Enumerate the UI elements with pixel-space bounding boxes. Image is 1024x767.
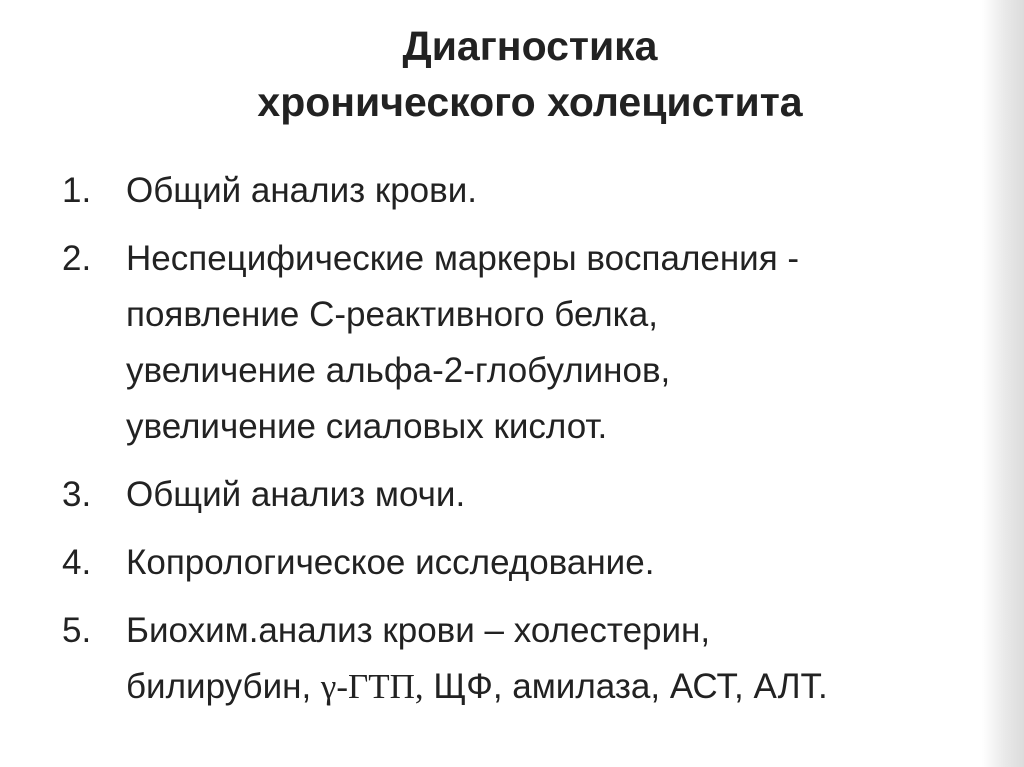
list-item-line: Неспецифические маркеры воспаления - — [126, 239, 800, 278]
gamma-gtp-term: γ-ГТП, — [320, 667, 424, 706]
list-item-line: Общий анализ крови. — [126, 171, 478, 210]
list-item-text — [126, 603, 1002, 715]
list-item-number: 1. — [62, 171, 92, 210]
list-item-number: 4. — [62, 543, 92, 582]
list-item-line — [126, 659, 1002, 715]
list-item-text — [126, 163, 1002, 219]
list-item-line: появление С-реактивного белка, — [126, 295, 658, 334]
list-item-number: 3. — [62, 475, 92, 514]
list-item — [62, 603, 1002, 715]
list-item — [62, 467, 1002, 523]
list-item-text — [126, 467, 1002, 523]
title-line-2: хронического холецистита — [257, 79, 803, 125]
list-item-line: увеличение сиаловых кислот. — [126, 407, 608, 446]
list-item — [62, 163, 1002, 219]
title-line-1: Диагностика — [402, 23, 658, 69]
list-item-line: Биохим.анализ крови – холестерин, — [126, 611, 711, 650]
list-item — [62, 231, 1002, 455]
list-item-line: увеличение альфа-2-глобулинов, — [126, 351, 671, 390]
list-item-line: Общий анализ мочи. — [126, 475, 466, 514]
list-item-line: Копрологическое исследование. — [126, 543, 655, 582]
diagnostic-list — [62, 163, 1002, 727]
list-item-line-end: ЩФ, амилаза, АСТ, АЛТ. — [423, 667, 828, 706]
list-item-number: 2. — [62, 239, 92, 278]
list-item-text — [126, 231, 1002, 455]
slide-title — [180, 18, 880, 130]
list-item-text — [126, 535, 1002, 591]
list-item-line-start: билирубин, — [126, 667, 321, 706]
list-item-number: 5. — [62, 611, 92, 650]
list-item — [62, 535, 1002, 591]
